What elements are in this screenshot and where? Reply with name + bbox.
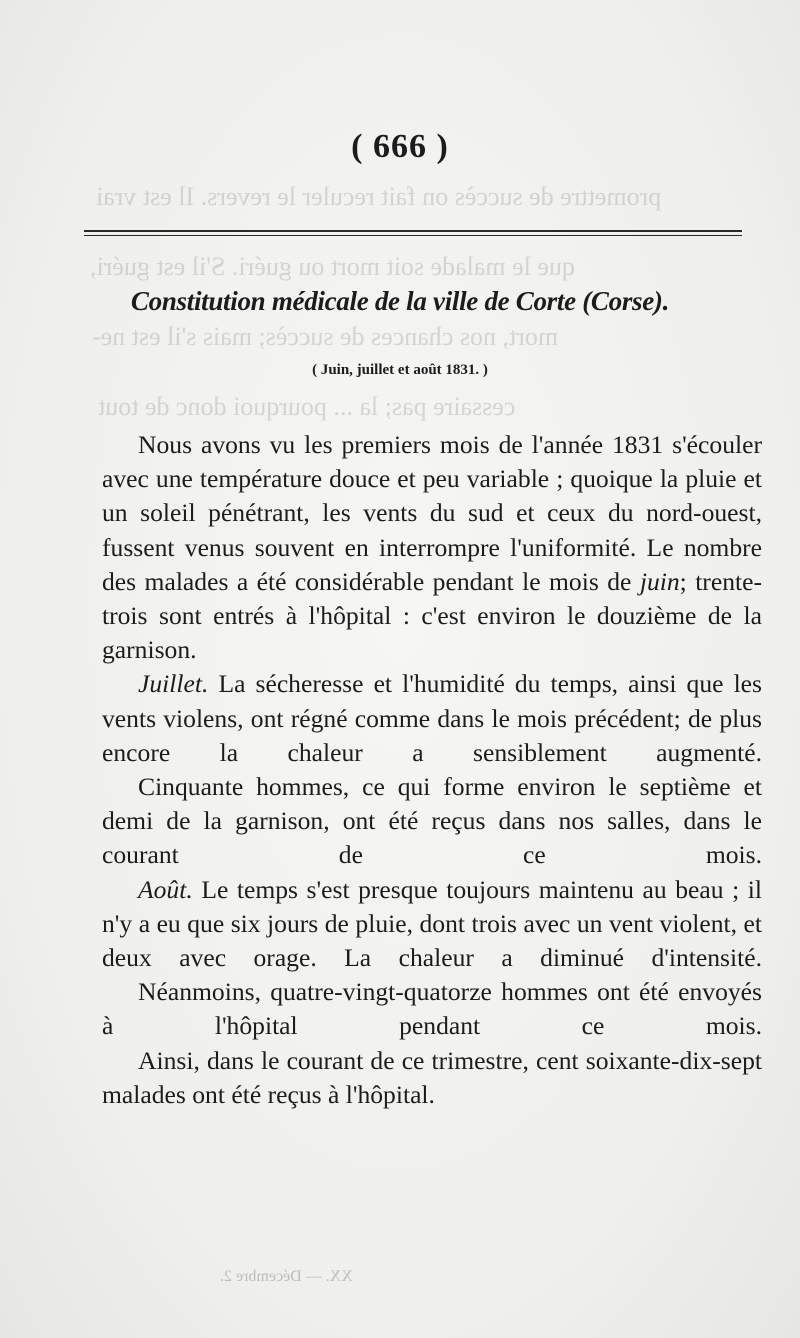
- page-number: ( 666 ): [351, 128, 449, 165]
- paragraph-text: Ainsi, dans le courant de ce trimestre, cent soixante-dix-sept malades ont été reçus à l'hôpital.: [102, 1045, 762, 1109]
- paragraph-lead: Août.: [138, 874, 193, 904]
- paragraph-text: La sécheresse et l'humidité du temps, ainsi que les vents violens, ont régné comme dans le mois précédent; de plus encore la chaleur a sensiblement augmenté.: [102, 669, 762, 767]
- paragraph-text: Cinquante hommes, ce qui forme environ le septième et demi de la garnison, ont été reçus dans nos salles, dans le courant de ce mois.: [102, 772, 762, 870]
- paragraph-text: ; trente-trois sont entrés à l'hôpital : c'est environ le douzième de la garnison.: [102, 566, 762, 665]
- paragraph: [102, 975, 762, 1043]
- section-subtitle: ( Juin, juillet et août 1831. ): [312, 362, 488, 378]
- header-rule: [84, 230, 742, 232]
- paragraph: [102, 770, 762, 873]
- paragraph-lead: Juillet.: [138, 669, 209, 699]
- paragraph-text: Néanmoins, quatre-vingt-quatorze hommes ont été envoyés à l'hôpital pendant ce mois.: [102, 977, 762, 1041]
- bleed-through-text: mort, nos chances de succès; mais s'il est ne-: [92, 322, 559, 351]
- bleed-through-text: cessaire pas; la ... pourquoi donc de tout: [98, 392, 516, 421]
- header-rule-thin: [84, 235, 742, 236]
- mirrored-footer-text: XX. — Décembre 2.: [220, 1268, 353, 1285]
- paragraph-text: Le temps s'est presque toujours maintenu au beau ; il n'y a eu que six jours de pluie, dont trois avec un vent violent, et deux avec orage. La chaleur a diminué d'intensité.: [102, 874, 762, 973]
- bleed-through-text: que le malade soit mort ou guéri. S'il est guéri,: [90, 252, 575, 281]
- bleed-through-text: promettre de succès on fait reculer le revers. Il est vrai: [96, 182, 662, 211]
- emphasis-month: juin: [639, 566, 680, 596]
- paragraph-text: Nous avons vu les premiers mois de l'année 1831 s'écouler avec une température douce et peu variable ; quoique la pluie et un soleil pénétrant, les vents du sud et ceux du nord-ouest, fussent venus souvent en interrompre l'uniformité. Le nombre des malades a été considérable pendant le mois de: [102, 430, 762, 596]
- paragraph: [102, 667, 762, 770]
- paragraph: [102, 428, 762, 667]
- bleed-through-footer: [220, 1268, 720, 1286]
- section-title: Constitution médicale de la ville de Corte (Corse).: [130, 286, 670, 316]
- paragraph: [102, 1044, 762, 1112]
- paragraph: [102, 873, 762, 976]
- body-text: [102, 428, 762, 1112]
